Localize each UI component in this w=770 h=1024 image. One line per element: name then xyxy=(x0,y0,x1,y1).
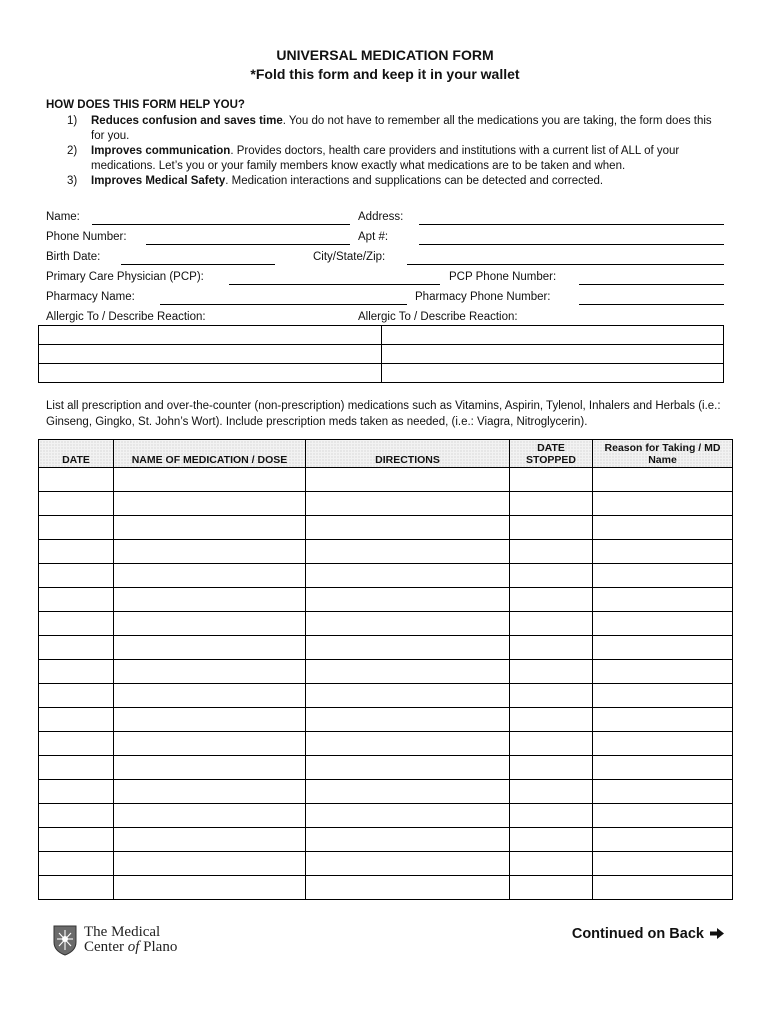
help-question: HOW DOES THIS FORM HELP YOU? xyxy=(46,99,245,111)
date-stopped-cell[interactable] xyxy=(510,732,593,756)
directions-cell[interactable] xyxy=(306,636,510,660)
form-title: UNIVERSAL MEDICATION FORM xyxy=(276,47,494,63)
continued-on-back xyxy=(572,926,724,942)
benefit-number: 2) xyxy=(67,145,78,157)
table-row xyxy=(39,708,733,732)
date-cell[interactable] xyxy=(39,588,114,612)
directions-cell[interactable] xyxy=(306,732,510,756)
col-header-date-stopped: DATE STOPPED xyxy=(510,440,593,468)
reason-cell[interactable] xyxy=(593,492,733,516)
benefit-text xyxy=(91,114,726,144)
logo-line-2 xyxy=(84,940,177,955)
directions-cell[interactable] xyxy=(306,468,510,492)
table-row xyxy=(39,756,733,780)
table-row xyxy=(39,732,733,756)
medication-table xyxy=(38,439,733,900)
date-cell[interactable] xyxy=(39,708,114,732)
arrow-right-icon xyxy=(710,928,724,939)
date-cell[interactable] xyxy=(39,564,114,588)
reason-cell[interactable] xyxy=(593,684,733,708)
form-header xyxy=(0,46,770,84)
reason-cell[interactable] xyxy=(593,732,733,756)
date-stopped-cell[interactable] xyxy=(510,540,593,564)
date-stopped-cell[interactable] xyxy=(510,612,593,636)
reason-cell[interactable] xyxy=(593,612,733,636)
date-cell[interactable] xyxy=(39,876,114,900)
medication-cell[interactable] xyxy=(114,708,306,732)
medication-header-row xyxy=(39,440,733,468)
date-stopped-cell[interactable] xyxy=(510,492,593,516)
col-header-date: DATE xyxy=(39,440,114,468)
date-cell[interactable] xyxy=(39,852,114,876)
reason-cell[interactable] xyxy=(593,588,733,612)
table-row xyxy=(39,612,733,636)
reason-cell[interactable] xyxy=(593,780,733,804)
logo-line-1: The Medical xyxy=(84,924,161,940)
pharmacy-phone-field[interactable] xyxy=(579,304,724,305)
date-cell[interactable] xyxy=(39,516,114,540)
medication-cell[interactable] xyxy=(114,516,306,540)
date-stopped-cell[interactable] xyxy=(510,564,593,588)
pcp-phone-label: PCP Phone Number: xyxy=(449,271,557,283)
table-row xyxy=(39,684,733,708)
medication-cell[interactable] xyxy=(114,588,306,612)
instructions-text: List all prescription and over-the-counter (non-prescription) medications such as Vitamins, Aspirin, Tylenol, Inhalers and Herbals (i.e.: Ginseng, Gingko, St. John’s Wort). Include prescription meds taken as needed, (i.e.: Viagra, Nitroglycerin). xyxy=(46,400,721,428)
medication-cell[interactable] xyxy=(114,732,306,756)
table-row xyxy=(39,828,733,852)
date-stopped-cell[interactable] xyxy=(510,876,593,900)
benefit-heading: Improves Medical Safety xyxy=(91,175,226,187)
shield-emblem-icon xyxy=(52,924,78,956)
benefit-description: . You do not have to remember all the medications you are taking, the form does this for you. xyxy=(91,115,712,142)
hospital-logo xyxy=(52,924,177,956)
medication-cell[interactable] xyxy=(114,876,306,900)
allergic-label-left: Allergic To / Describe Reaction: xyxy=(46,311,206,323)
benefit-item xyxy=(46,144,726,174)
form-subtitle: *Fold this form and keep it in your wallet xyxy=(250,66,520,82)
address-label: Address: xyxy=(358,211,404,223)
date-stopped-cell[interactable] xyxy=(510,468,593,492)
reason-cell[interactable] xyxy=(593,876,733,900)
date-cell[interactable] xyxy=(39,732,114,756)
allergy-cell[interactable] xyxy=(39,364,382,383)
col-header-directions: DIRECTIONS xyxy=(306,440,510,468)
name-label: Name: xyxy=(46,211,80,223)
reason-cell[interactable] xyxy=(593,636,733,660)
date-cell[interactable] xyxy=(39,636,114,660)
pcp-label: Primary Care Physician (PCP): xyxy=(46,271,204,283)
table-row xyxy=(39,636,733,660)
benefits-list xyxy=(46,114,726,189)
directions-cell[interactable] xyxy=(306,564,510,588)
medication-cell[interactable] xyxy=(114,540,306,564)
directions-cell[interactable] xyxy=(306,492,510,516)
allergy-cell[interactable] xyxy=(39,345,382,364)
continued-text: Continued on Back xyxy=(571,926,704,942)
col-header-reason: Reason for Taking / MD Name xyxy=(593,440,733,468)
medication-cell[interactable] xyxy=(114,804,306,828)
pharmacy-label: Pharmacy Name: xyxy=(46,291,135,303)
date-cell[interactable] xyxy=(39,540,114,564)
date-cell[interactable] xyxy=(39,756,114,780)
date-stopped-cell[interactable] xyxy=(510,780,593,804)
allergy-row xyxy=(39,345,724,364)
date-cell[interactable] xyxy=(39,684,114,708)
medication-cell[interactable] xyxy=(114,780,306,804)
medication-cell[interactable] xyxy=(114,828,306,852)
reason-cell[interactable] xyxy=(593,756,733,780)
medication-cell[interactable] xyxy=(114,492,306,516)
address-field[interactable] xyxy=(419,224,724,225)
date-stopped-cell[interactable] xyxy=(510,852,593,876)
table-row xyxy=(39,588,733,612)
allergy-cell[interactable] xyxy=(39,326,382,345)
table-row xyxy=(39,876,733,900)
pharmacy-field[interactable] xyxy=(160,304,407,305)
medication-cell[interactable] xyxy=(114,756,306,780)
reason-cell[interactable] xyxy=(593,852,733,876)
logo-line-2-italic: of xyxy=(127,939,140,955)
date-cell[interactable] xyxy=(39,804,114,828)
table-row xyxy=(39,852,733,876)
date-cell[interactable] xyxy=(39,780,114,804)
directions-cell[interactable] xyxy=(306,852,510,876)
benefit-text xyxy=(91,174,726,189)
col-header-medication: NAME OF MEDICATION / DOSE xyxy=(114,440,306,468)
directions-cell[interactable] xyxy=(306,660,510,684)
allergy-cell[interactable] xyxy=(381,345,724,364)
directions-cell[interactable] xyxy=(306,612,510,636)
birth-date-field[interactable] xyxy=(121,264,275,265)
phone-label: Phone Number: xyxy=(46,231,127,243)
directions-cell[interactable] xyxy=(306,876,510,900)
medication-cell[interactable] xyxy=(114,612,306,636)
directions-cell[interactable] xyxy=(306,828,510,852)
benefit-number: 3) xyxy=(67,175,78,187)
directions-cell[interactable] xyxy=(306,588,510,612)
directions-cell[interactable] xyxy=(306,516,510,540)
date-stopped-cell[interactable] xyxy=(510,708,593,732)
date-cell[interactable] xyxy=(39,612,114,636)
reason-cell[interactable] xyxy=(593,564,733,588)
date-stopped-cell[interactable] xyxy=(510,756,593,780)
date-stopped-cell[interactable] xyxy=(510,516,593,540)
benefit-number: 1) xyxy=(67,115,78,127)
benefit-text xyxy=(91,144,726,174)
table-row xyxy=(39,492,733,516)
allergy-cell[interactable] xyxy=(381,326,724,345)
table-row xyxy=(39,780,733,804)
table-row xyxy=(39,540,733,564)
apt-field[interactable] xyxy=(419,244,724,245)
medication-cell[interactable] xyxy=(114,684,306,708)
logo-line-2-suffix: Plano xyxy=(139,939,178,955)
city-state-zip-label: City/State/Zip: xyxy=(313,251,386,263)
reason-cell[interactable] xyxy=(593,828,733,852)
logo-text xyxy=(84,925,177,955)
reason-cell[interactable] xyxy=(593,516,733,540)
allergy-row xyxy=(39,364,724,383)
pcp-phone-field[interactable] xyxy=(579,284,724,285)
medication-cell[interactable] xyxy=(114,852,306,876)
date-cell[interactable] xyxy=(39,660,114,684)
date-stopped-cell[interactable] xyxy=(510,828,593,852)
directions-cell[interactable] xyxy=(306,804,510,828)
reason-cell[interactable] xyxy=(593,708,733,732)
apt-label: Apt #: xyxy=(358,231,389,243)
phone-field[interactable] xyxy=(146,244,350,245)
date-stopped-cell[interactable] xyxy=(510,660,593,684)
directions-cell[interactable] xyxy=(306,540,510,564)
table-row xyxy=(39,564,733,588)
pharmacy-phone-label: Pharmacy Phone Number: xyxy=(415,291,551,303)
reason-cell[interactable] xyxy=(593,804,733,828)
date-cell[interactable] xyxy=(39,828,114,852)
date-stopped-cell[interactable] xyxy=(510,684,593,708)
allergic-label-right: Allergic To / Describe Reaction: xyxy=(358,311,518,323)
benefit-item xyxy=(46,114,726,144)
date-stopped-cell[interactable] xyxy=(510,636,593,660)
date-cell[interactable] xyxy=(39,492,114,516)
logo-line-2-prefix: Center xyxy=(84,939,128,955)
city-state-zip-field[interactable] xyxy=(407,264,724,265)
allergy-cell[interactable] xyxy=(381,364,724,383)
table-row xyxy=(39,660,733,684)
benefit-heading: Reduces confusion and saves time xyxy=(91,115,283,127)
directions-cell[interactable] xyxy=(306,684,510,708)
pcp-field[interactable] xyxy=(229,284,440,285)
directions-cell[interactable] xyxy=(306,756,510,780)
medication-cell[interactable] xyxy=(114,564,306,588)
allergy-table xyxy=(38,325,724,383)
birth-date-label: Birth Date: xyxy=(46,251,101,263)
directions-cell[interactable] xyxy=(306,780,510,804)
table-row xyxy=(39,468,733,492)
benefit-description: . Provides doctors, health care providers and institutions with a current list of ALL of your medications. Let’s you or your family members know exactly what medications are to be taken and when. xyxy=(91,145,680,172)
medication-cell[interactable] xyxy=(114,636,306,660)
reason-cell[interactable] xyxy=(593,660,733,684)
table-row xyxy=(39,804,733,828)
benefit-item xyxy=(46,174,726,189)
table-row xyxy=(39,516,733,540)
name-field[interactable] xyxy=(92,224,350,225)
medication-cell[interactable] xyxy=(114,660,306,684)
date-stopped-cell[interactable] xyxy=(510,804,593,828)
directions-cell[interactable] xyxy=(306,708,510,732)
medication-cell[interactable] xyxy=(114,468,306,492)
reason-cell[interactable] xyxy=(593,468,733,492)
allergy-row xyxy=(39,326,724,345)
medication-table-body xyxy=(39,468,733,900)
benefit-heading: Improves communication xyxy=(91,145,231,157)
benefit-description: . Medication interactions and supplications can be detected and corrected. xyxy=(225,175,604,187)
date-cell[interactable] xyxy=(39,468,114,492)
date-stopped-cell[interactable] xyxy=(510,588,593,612)
reason-cell[interactable] xyxy=(593,540,733,564)
